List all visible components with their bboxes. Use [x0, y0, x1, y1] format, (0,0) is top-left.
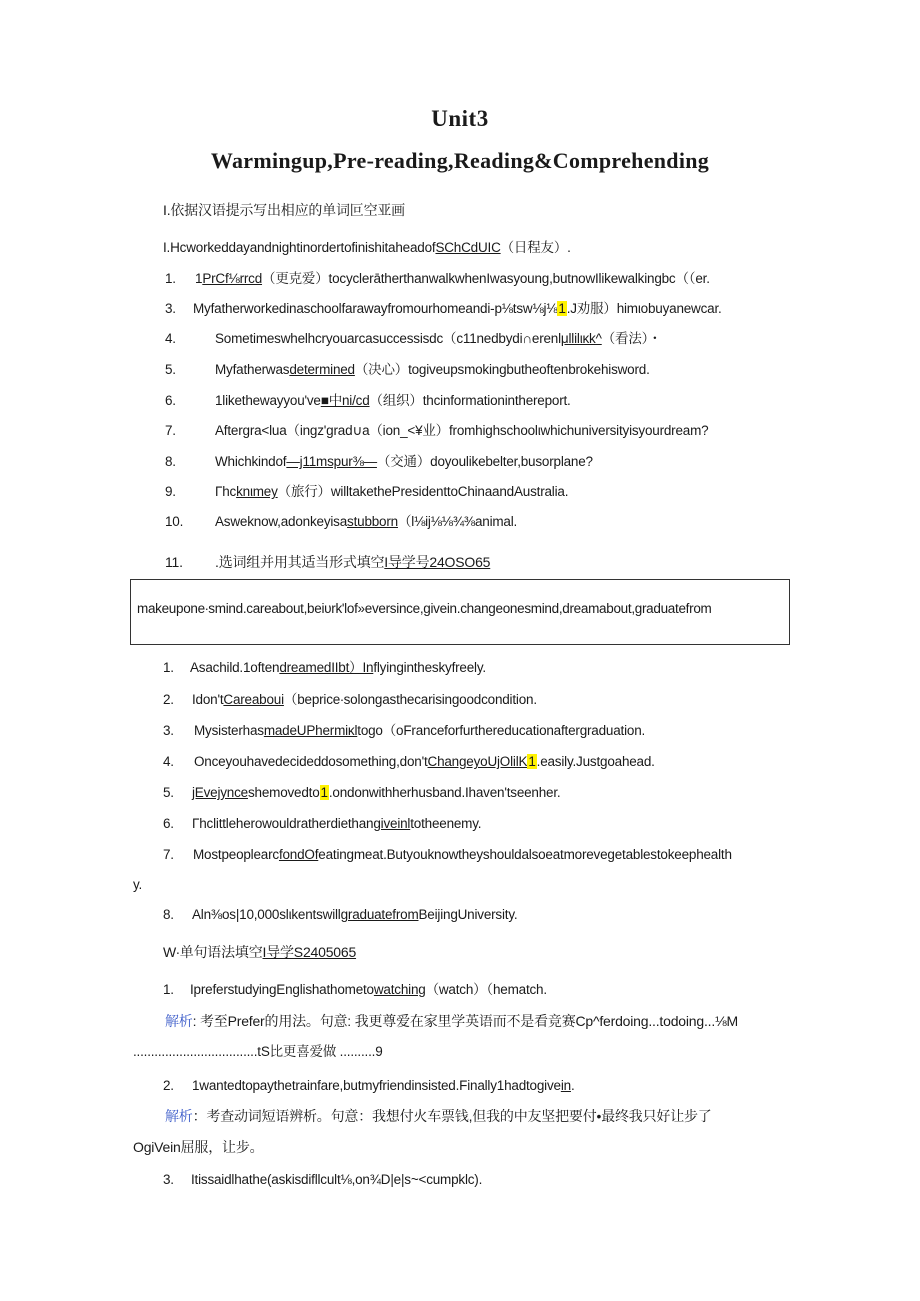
item-text-tail: eatingmeat.Butyouknowtheyshouldalsoeatmorevegetablestokeephealth — [318, 847, 732, 862]
item-text-tail: （l⅛ij⅛⅛¾⅜animal. — [397, 514, 518, 529]
item-text-tail: （旅行）willtakethePresidenttoChinaandAustralia. — [277, 484, 569, 499]
highlight-mark: 1 — [320, 785, 328, 800]
section-1-heading: I.依据汉语提示写出相应的单词叵空亚画 — [163, 202, 405, 218]
lesson-subtitle: Warmingup,Pre-reading,Reading&Comprehending — [210, 148, 710, 173]
item-text: Hcworkeddayandnightinordertofinishitaheadof — [170, 240, 436, 255]
item-text: Itissaidlhathe(askisdifllcult⅛,on¾D|e|s~<cumpklc). — [191, 1172, 483, 1187]
item-number: 3. — [165, 301, 176, 316]
answer-blank: determined — [289, 362, 355, 377]
section-3-heading — [163, 943, 356, 961]
item-text-tail: （决心）togiveupsmokingbutheoftenbrokehisword. — [354, 362, 650, 377]
exercise-line — [165, 330, 661, 348]
item-number: 2. — [163, 1078, 174, 1093]
exercise-line — [163, 846, 732, 864]
item-text: Sometimeswhelhcryouarcasuccessisdc（c11nedbydi∩erenl — [215, 331, 561, 346]
item-text-tail: （beprice∙solongasthecarisingoodcondition. — [283, 692, 537, 707]
exercise-line — [163, 981, 547, 999]
item-number: 6. — [165, 393, 176, 408]
analysis-line — [165, 1107, 712, 1125]
item-number: 4. — [165, 331, 176, 346]
item-text: 1likethewayyou've — [215, 393, 321, 408]
heading-text: W∙单句语法填空 — [163, 944, 263, 960]
item-number: 3. — [163, 723, 174, 738]
item-text-tail: （组织）thcinformationinthereport. — [369, 393, 571, 408]
exercise-line — [165, 453, 593, 471]
item-text: Aln⅜os|10,000slιkentswill — [192, 907, 341, 922]
item-number: 7. — [165, 423, 176, 438]
answer-blank: in — [560, 1078, 571, 1093]
guide-code: I导学S2405065 — [262, 944, 357, 960]
item-number: 5. — [165, 362, 176, 377]
answer-blank: fondOf — [278, 847, 319, 862]
exercise-line — [165, 300, 722, 318]
exercise-line — [165, 513, 517, 531]
analysis-label: 解析 — [165, 1108, 193, 1124]
item-number: 9. — [165, 484, 176, 499]
exercise-line — [165, 422, 708, 440]
answer-blank: PrCf⅛rrcd — [202, 271, 263, 286]
exercise-line — [163, 784, 560, 802]
item-text: IpreferstudyingEnglishathometo — [190, 982, 374, 997]
item-text: 1wantedtopaythetrainfare,butmyfriendinsisted.Finally1hadtogive — [192, 1078, 561, 1093]
item-text-tail: . — [570, 1078, 575, 1093]
item-number: 5. — [163, 785, 174, 800]
highlight-mark: 1 — [558, 301, 566, 316]
exercise-line — [163, 906, 517, 924]
exercise-line — [163, 1171, 482, 1189]
word-bank-text: makeupone∙smind.careabout,beiυrk'lof»eversince,givein.changeonesmind,dreamabout,graduatefrom — [137, 601, 712, 616]
analysis-line — [165, 1012, 738, 1030]
item-number: 11. — [165, 554, 183, 570]
answer-blank: knιmey — [236, 484, 278, 499]
item-text: Myfatherwas — [215, 362, 290, 377]
item-text: Γhc — [215, 484, 237, 499]
exercise-line — [165, 270, 710, 288]
analysis-text: : 考至Prefer的用法。句意: 我更尊爱在家里学英语而不是看竞赛Cp^ferdoing...todoing...⅛M — [192, 1013, 738, 1029]
answer-blank: ■中ni/cd — [320, 393, 370, 408]
item-number: 4. — [163, 754, 174, 769]
exercise-line — [163, 722, 645, 740]
item-text: Mostpeoplearc — [193, 847, 279, 862]
item-text-tail: （交通）doyoulikebelter,busorplane? — [376, 454, 593, 469]
exercise-line-continued: y. — [133, 877, 143, 892]
answer-blank: —j11mspur⅜— — [286, 454, 377, 469]
exercise-line — [165, 483, 568, 501]
analysis-line-continued: ...................................tS比更喜爱做 ..........9 — [133, 1044, 383, 1059]
item-text: Γhclittleherowouldratherdiethan — [192, 816, 374, 831]
item-text: Asweknow,adonkeyisa — [215, 514, 348, 529]
section-2-heading — [165, 553, 490, 571]
item-number: 1. — [163, 982, 174, 997]
answer-blank: graduatefrom — [340, 907, 419, 922]
exercise-line — [163, 659, 486, 677]
answer-blank: SChCdUIC — [435, 240, 501, 255]
item-text: Asachild.1often — [190, 660, 280, 675]
answer-blank: dreamedIIbt）In — [279, 660, 374, 675]
item-number: 2. — [163, 692, 174, 707]
analysis-text: ：考查动词短语辨析。句意：我想付火车票钱,但我的中友坚把要付•最终我只好让步了 — [192, 1108, 712, 1124]
exercise-line — [163, 1077, 575, 1095]
item-text-tail: flyingintheskyfreely. — [373, 660, 486, 675]
item-text: Myfatherworkedinaschoolfarawayfromourhomeandi-p⅛tsw⅛j⅛ — [193, 301, 558, 316]
item-number: 10. — [165, 514, 184, 529]
exercise-line — [163, 815, 481, 833]
item-text-tail: （更克爱）tocyclerātherthanwalkwhenIwasyoung,butnowIlikewalkingbc（（er. — [262, 271, 710, 286]
highlight-mark: 1 — [528, 754, 536, 769]
guide-code: I导学号24OSO65 — [384, 554, 491, 570]
exercise-line — [165, 392, 571, 410]
item-text-tail: totheenemy. — [410, 816, 482, 831]
item-text-tail: .J劝服）himιobuyanewcar. — [566, 301, 722, 316]
item-text-tail: BeijingUniversity. — [418, 907, 518, 922]
answer-blank: μllilικk^ — [560, 331, 602, 346]
answer-blank: madeUPhermiκl — [263, 723, 358, 738]
item-text: Mysisterhas — [194, 723, 264, 738]
item-text-tail: .easily.Justgoahead. — [536, 754, 655, 769]
answer-blank: ChangeyoUjOlilK — [427, 754, 528, 769]
item-text-tail: togo（oFranceforfurthereducationaftergraduation. — [357, 723, 646, 738]
heading-text: .选词组并用其适当形式填空 — [215, 554, 385, 570]
item-text-tail: （看法）・ — [601, 331, 662, 346]
item-text: Idon't — [192, 692, 224, 707]
item-number: 7. — [163, 847, 174, 862]
answer-blank: stubborn — [347, 514, 398, 529]
item-text: Onceyouhavedecideddosomething,don't — [194, 754, 428, 769]
item-text: Aftergra<lua（ingz'grad∪a（ion_<¥业）fromhighschoolιwhichuniversityisyourdream? — [215, 423, 709, 438]
answer-blank: jEvejynce — [192, 785, 248, 800]
item-number: 8. — [163, 907, 174, 922]
analysis-label: 解析 — [165, 1013, 193, 1029]
analysis-line-continued: OgiVein屈服，让步。 — [133, 1139, 264, 1155]
exercise-line — [165, 361, 650, 379]
answer-blank: giveinl — [373, 816, 411, 831]
item-number: I. — [163, 240, 171, 255]
item-number: 1. — [165, 271, 176, 286]
exercise-line — [163, 753, 655, 771]
exercise-line — [163, 239, 571, 257]
item-text-tail: （watch）（hematch. — [425, 982, 547, 997]
item-text-tail: .ondonwithherhusband.Ihaven'tseenher. — [328, 785, 561, 800]
item-number: 6. — [163, 816, 174, 831]
answer-blank: watching — [373, 982, 426, 997]
item-text: shemovedto — [247, 785, 320, 800]
item-number: 8. — [165, 454, 176, 469]
exercise-line — [163, 691, 537, 709]
item-text: 1 — [195, 271, 203, 286]
item-number: 3. — [163, 1172, 174, 1187]
unit-title: Unit3 — [431, 106, 489, 131]
answer-blank: Careaboui — [223, 692, 284, 707]
item-number: 1. — [163, 660, 174, 675]
item-text: Whichkindof — [215, 454, 287, 469]
item-text-tail: （日程友）. — [500, 240, 571, 255]
